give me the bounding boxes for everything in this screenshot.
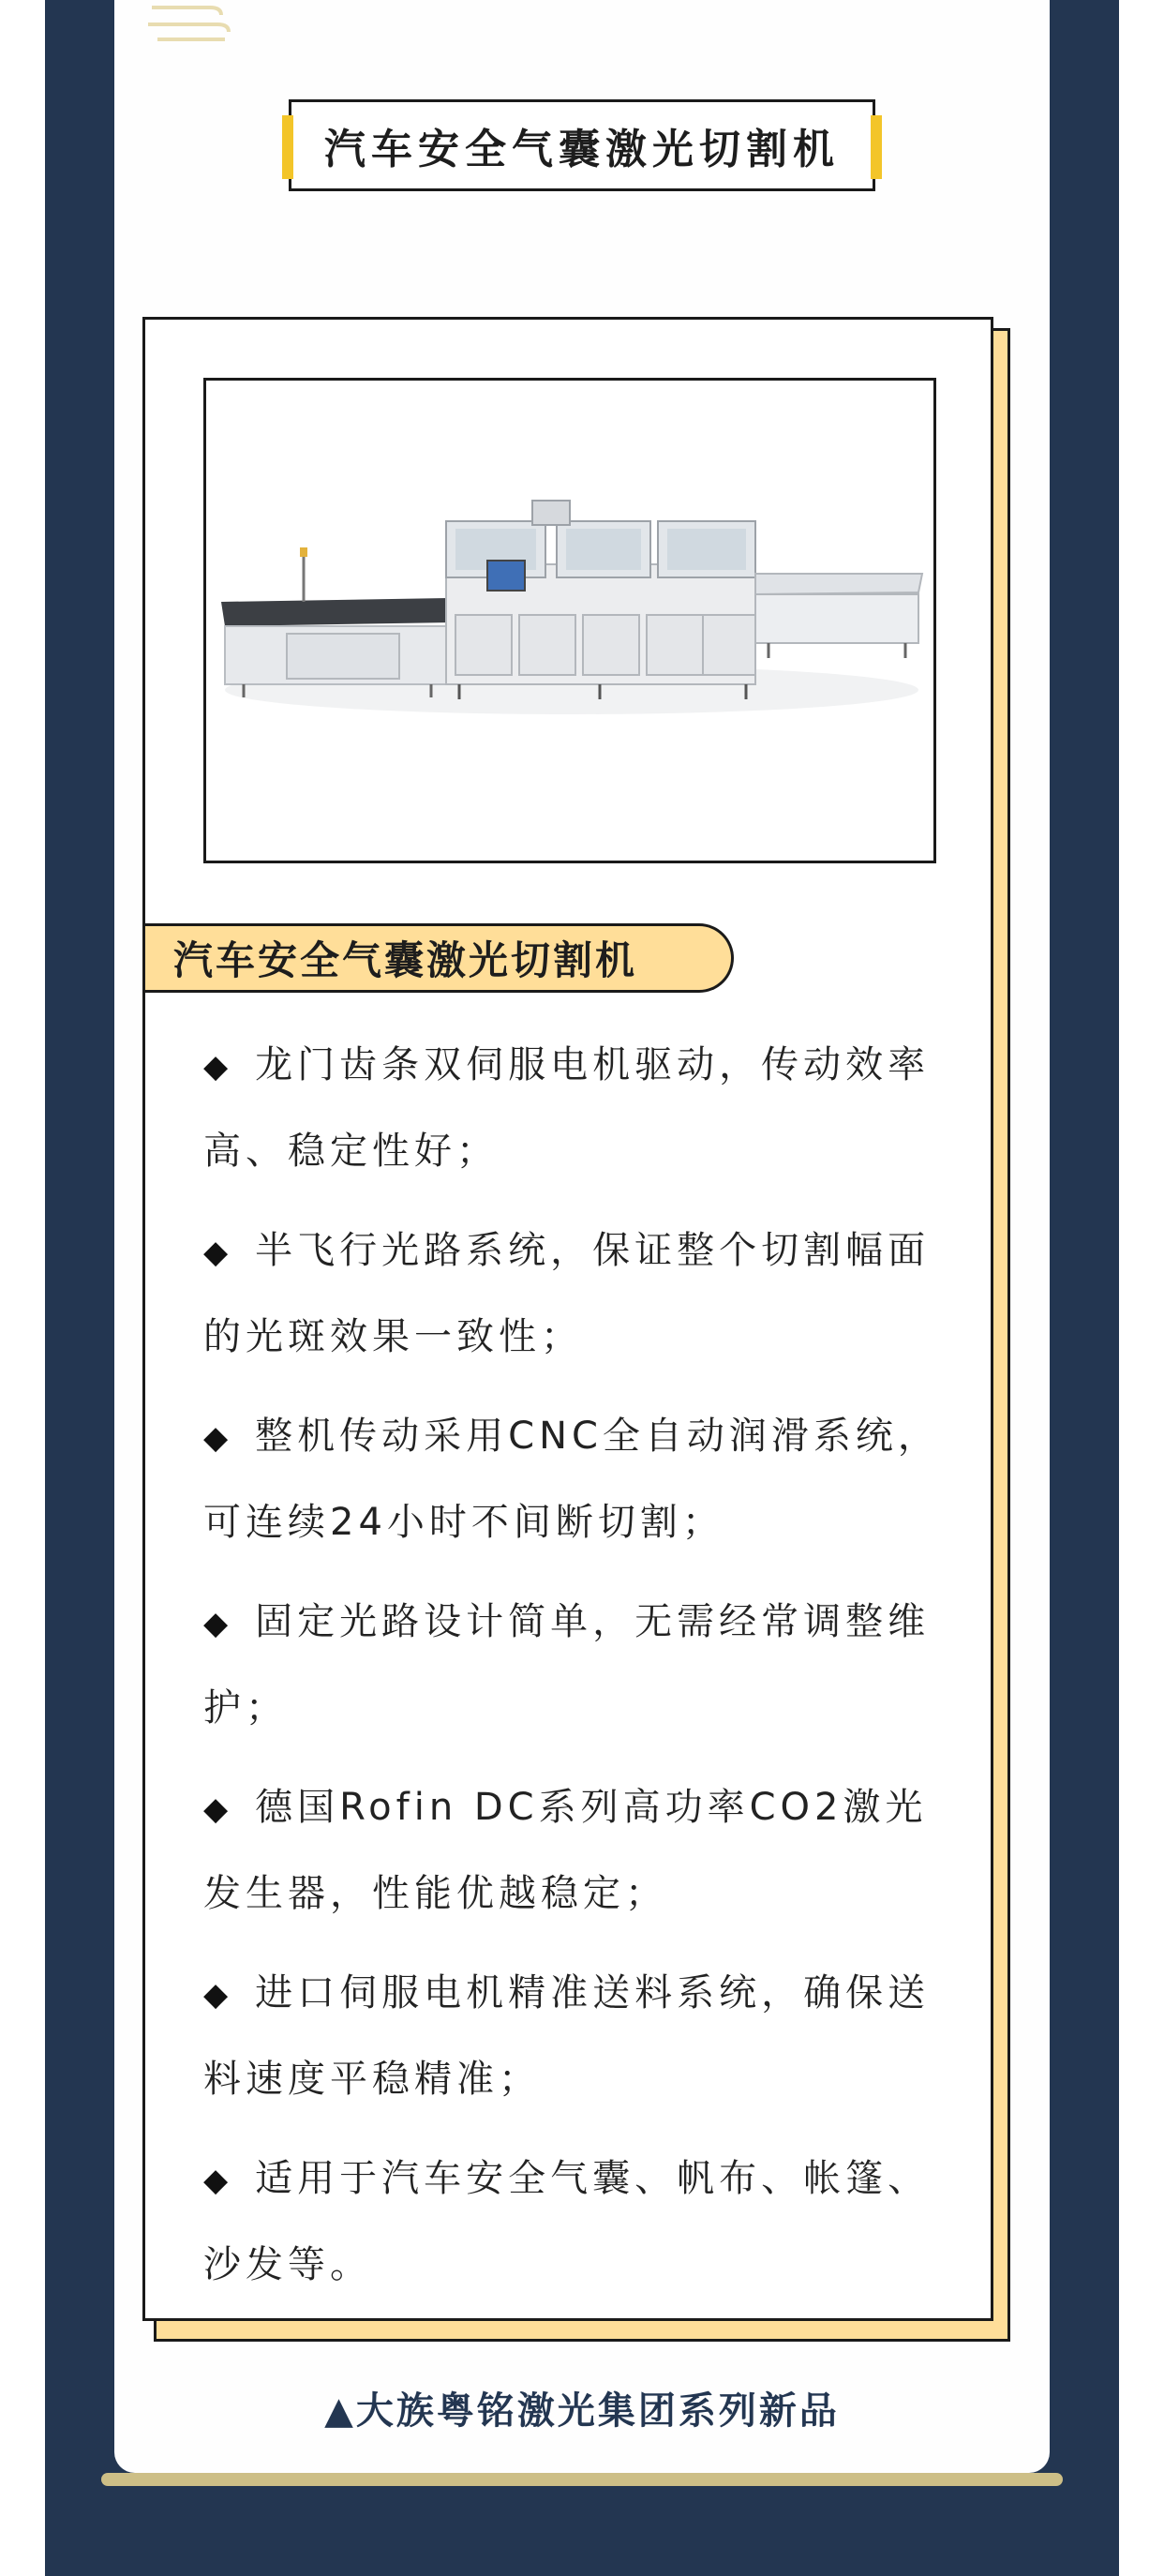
feature-text: 德国Rofin DC系列高功率CO2激光发生器，性能优越稳定； (203, 1786, 928, 1915)
feature-item (203, 1394, 953, 1565)
feature-item (203, 1951, 953, 2121)
product-name: 汽车安全气囊激光切割机 (173, 937, 638, 983)
feature-item (203, 1208, 953, 1379)
feature-text: 龙门齿条双伺服电机驱动，传动效率高、稳定性好； (203, 1043, 931, 1173)
diamond-bullet-icon: ◆ (203, 2162, 233, 2199)
footer-caption: ▲大族粤铭激光集团系列新品 (324, 2389, 840, 2433)
product-card (142, 317, 993, 2321)
feature-item (203, 1023, 953, 1193)
diamond-bullet-icon: ◆ (203, 1234, 233, 1271)
feature-list (203, 1023, 953, 2322)
title-accent-left (282, 115, 293, 179)
feature-item (203, 1580, 953, 1750)
diamond-bullet-icon: ◆ (203, 1976, 233, 2014)
diamond-bullet-icon: ◆ (203, 1048, 233, 1086)
feature-text: 进口伺服电机精准送料系统，确保送料速度平稳精准； (203, 1971, 931, 2101)
diamond-bullet-icon: ◆ (203, 1790, 233, 1828)
page-title: 汽车安全气囊激光切割机 (324, 126, 840, 173)
feature-item (203, 2136, 953, 2307)
feature-text: 整机传动采用CNC全自动润滑系统，可连续24小时不间断切割； (203, 1415, 940, 1544)
title-accent-right (871, 115, 882, 179)
feature-text: 适用于汽车安全气囊、帆布、帐篷、沙发等。 (203, 2157, 931, 2286)
product-image-frame (203, 378, 936, 863)
diamond-bullet-icon: ◆ (203, 1605, 233, 1642)
feature-text: 固定光路设计简单，无需经常调整维护； (203, 1600, 931, 1730)
laser-cutting-machine-photo (206, 381, 933, 861)
gold-bottom-bar (101, 2473, 1063, 2486)
page-title-box (289, 99, 875, 191)
feature-item (203, 1765, 953, 1936)
diamond-bullet-icon: ◆ (203, 1419, 233, 1457)
product-name-ribbon (145, 923, 734, 993)
decorative-lines-icon (144, 0, 238, 47)
feature-text: 半飞行光路系统，保证整个切割幅面的光斑效果一致性； (203, 1229, 931, 1358)
